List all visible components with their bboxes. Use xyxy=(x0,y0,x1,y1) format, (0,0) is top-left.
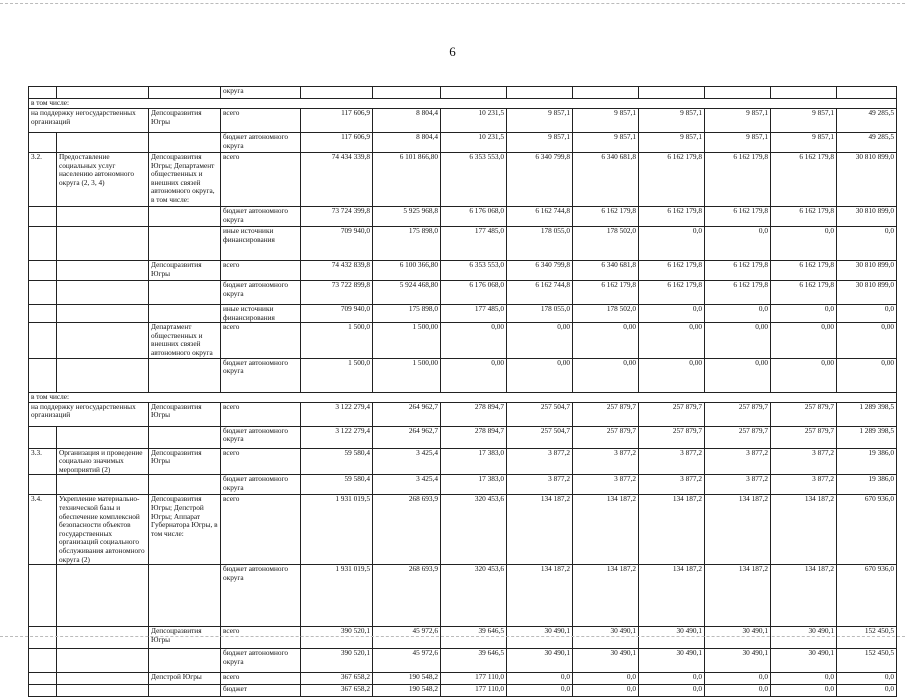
scan-top-edge xyxy=(0,0,905,4)
table-cell: 390 520,1 xyxy=(301,627,373,649)
table-cell xyxy=(149,565,221,627)
table-cell: 134 187,2 xyxy=(573,495,639,565)
table-cell: Депсоцразвития Югры xyxy=(149,627,221,649)
table-cell: 6 162 179,8 xyxy=(639,153,705,207)
table-cell: 45 972,6 xyxy=(373,627,441,649)
table-cell xyxy=(29,281,57,305)
table-cell: 30 490,1 xyxy=(705,627,771,649)
table-cell: 0,0 xyxy=(837,227,897,261)
table-cell: 3.4. xyxy=(29,495,57,565)
table-cell: 178 502,0 xyxy=(573,227,639,261)
table-cell xyxy=(29,227,57,261)
table-cell: на поддержку негосударственных организаций xyxy=(29,402,149,426)
table-cell: 0,00 xyxy=(771,358,837,392)
table-cell: 3 877,2 xyxy=(771,448,837,475)
table-cell: всего xyxy=(221,448,301,475)
table-cell: 320 453,6 xyxy=(441,565,507,627)
table-cell xyxy=(149,649,221,673)
table-cell: 6 340 799,8 xyxy=(507,261,573,281)
table-cell: Депсоцразвития Югры; Депстрой Югры; Аппарат Губернатора Югры, в том числе: xyxy=(149,495,221,565)
table-cell xyxy=(573,87,639,99)
table-cell: 390 520,1 xyxy=(301,649,373,673)
table-cell xyxy=(149,133,221,153)
table-cell: 134 187,2 xyxy=(639,565,705,627)
table-cell: 6 162 179,8 xyxy=(771,207,837,227)
table-cell: 257 879,7 xyxy=(705,426,771,448)
table-cell: 30 490,1 xyxy=(573,649,639,673)
table-cell: Предоставление социальных услуг населению автономного округа (2, 3, 4) xyxy=(57,153,149,207)
table-cell: 0,0 xyxy=(771,673,837,685)
table-cell: Депстрой Югры xyxy=(149,673,221,685)
table-cell: 3.2. xyxy=(29,153,57,207)
table-cell: 0,0 xyxy=(573,673,639,685)
table-cell xyxy=(57,685,149,697)
table-cell: 9 857,1 xyxy=(573,133,639,153)
table-row xyxy=(29,495,897,565)
table-cell xyxy=(29,426,57,448)
table-cell: 6 176 068,0 xyxy=(441,281,507,305)
table-cell: бюджет автономного округа xyxy=(221,565,301,627)
table-cell: 6 162 179,8 xyxy=(705,153,771,207)
table-row xyxy=(29,426,897,448)
table-cell: бюджет автономного округа xyxy=(221,475,301,495)
table-cell: 0,00 xyxy=(573,323,639,358)
table-cell: 0,0 xyxy=(639,305,705,323)
table-row xyxy=(29,673,897,685)
table-cell: 278 894,7 xyxy=(441,402,507,426)
table-cell: 257 879,7 xyxy=(771,426,837,448)
table-row xyxy=(29,358,897,392)
table-cell xyxy=(29,673,57,685)
table-cell: 0,0 xyxy=(639,685,705,697)
table-cell: 0,0 xyxy=(837,685,897,697)
table-cell: 175 898,0 xyxy=(373,227,441,261)
table-cell xyxy=(29,649,57,673)
table-cell: 9 857,1 xyxy=(771,109,837,133)
table-cell: 3.3. xyxy=(29,448,57,475)
table-cell: 268 693,9 xyxy=(373,565,441,627)
table-cell xyxy=(57,261,149,281)
table-cell: 17 383,0 xyxy=(441,448,507,475)
table-cell: 6 162 179,8 xyxy=(771,281,837,305)
table-cell: 6 162 179,8 xyxy=(705,261,771,281)
table-cell: 30 490,1 xyxy=(639,649,705,673)
table-cell: 0,00 xyxy=(771,323,837,358)
table-cell: 134 187,2 xyxy=(507,495,573,565)
table-cell: 175 898,0 xyxy=(373,305,441,323)
table-cell: 39 646,5 xyxy=(441,627,507,649)
table-cell xyxy=(149,685,221,697)
table-cell: в том числе: xyxy=(29,392,897,402)
table-cell: 74 432 839,8 xyxy=(301,261,373,281)
table-row xyxy=(29,323,897,358)
table-cell: 73 722 899,8 xyxy=(301,281,373,305)
table-cell xyxy=(301,87,373,99)
table-cell xyxy=(57,227,149,261)
table-row xyxy=(29,153,897,207)
table-cell xyxy=(149,305,221,323)
table-cell: 9 857,1 xyxy=(771,133,837,153)
table-cell: в том числе: xyxy=(29,99,897,109)
table-row xyxy=(29,109,897,133)
table-cell: 30 810 899,0 xyxy=(837,261,897,281)
table-cell xyxy=(57,475,149,495)
table-cell: 177 485,0 xyxy=(441,305,507,323)
table-cell xyxy=(57,281,149,305)
table-cell: 257 879,7 xyxy=(705,402,771,426)
table-cell: 45 972,6 xyxy=(373,649,441,673)
table-cell: 9 857,1 xyxy=(705,133,771,153)
table-cell: 30 490,1 xyxy=(639,627,705,649)
table-cell: 0,00 xyxy=(705,358,771,392)
table-cell: 0,0 xyxy=(771,305,837,323)
table-cell: 0,0 xyxy=(771,685,837,697)
table-cell: 5 925 968,8 xyxy=(373,207,441,227)
table-cell: 59 580,4 xyxy=(301,475,373,495)
table-cell: 3 877,2 xyxy=(771,475,837,495)
table-cell xyxy=(57,87,149,99)
table-cell: всего xyxy=(221,261,301,281)
table-cell: 0,0 xyxy=(705,227,771,261)
table-cell: 10 231,5 xyxy=(441,109,507,133)
table-cell: 6 100 366,80 xyxy=(373,261,441,281)
table-cell: 9 857,1 xyxy=(639,133,705,153)
table-cell: 9 857,1 xyxy=(507,133,573,153)
table-cell: 19 386,0 xyxy=(837,475,897,495)
table-cell: бюджет автономного округа xyxy=(221,426,301,448)
table-cell: 117 606,9 xyxy=(301,109,373,133)
table-cell xyxy=(507,87,573,99)
table-cell: 152 450,5 xyxy=(837,649,897,673)
table-cell xyxy=(57,358,149,392)
table-cell: 3 877,2 xyxy=(573,475,639,495)
table-cell: 9 857,1 xyxy=(705,109,771,133)
table-cell xyxy=(771,87,837,99)
table-cell xyxy=(29,87,57,99)
table-cell xyxy=(57,426,149,448)
table-cell: всего xyxy=(221,153,301,207)
table-cell: всего xyxy=(221,673,301,685)
table-cell: 3 877,2 xyxy=(639,448,705,475)
table-cell: 1 931 019,5 xyxy=(301,495,373,565)
table-cell: 257 879,7 xyxy=(573,402,639,426)
table-cell: 1 289 398,5 xyxy=(837,402,897,426)
table-cell: 3 877,2 xyxy=(573,448,639,475)
table-cell: 3 425,4 xyxy=(373,448,441,475)
table-cell: 6 353 553,0 xyxy=(441,261,507,281)
table-cell: 134 187,2 xyxy=(771,565,837,627)
table-row xyxy=(29,281,897,305)
table-row xyxy=(29,448,897,475)
table-cell: 0,00 xyxy=(837,323,897,358)
table-cell: 670 936,0 xyxy=(837,565,897,627)
table-cell: 3 425,4 xyxy=(373,475,441,495)
table-cell: бюджет автономного округа xyxy=(221,133,301,153)
table-row xyxy=(29,475,897,495)
table-cell: 134 187,2 xyxy=(507,565,573,627)
table-cell: 6 162 179,8 xyxy=(639,261,705,281)
table-row xyxy=(29,227,897,261)
table-cell: 3 877,2 xyxy=(639,475,705,495)
table-cell xyxy=(29,358,57,392)
table-cell xyxy=(57,323,149,358)
table-cell: 0,00 xyxy=(837,358,897,392)
table-cell: 0,00 xyxy=(639,358,705,392)
table-cell: 0,0 xyxy=(507,685,573,697)
table-cell: 3 877,2 xyxy=(507,448,573,475)
page-number: 6 xyxy=(449,44,456,59)
table-cell: Депсоцразвития Югры xyxy=(149,402,221,426)
table-row xyxy=(29,649,897,673)
table-cell: 17 383,0 xyxy=(441,475,507,495)
table-cell xyxy=(29,305,57,323)
table-cell: 257 504,7 xyxy=(507,426,573,448)
table-cell: 6 176 068,0 xyxy=(441,207,507,227)
table-cell xyxy=(29,207,57,227)
table-cell: 0,00 xyxy=(705,323,771,358)
scan-bottom-edge xyxy=(0,636,905,640)
table-cell: 74 434 339,8 xyxy=(301,153,373,207)
table-cell: 6 162 744,8 xyxy=(507,207,573,227)
table-cell: 6 162 179,8 xyxy=(771,153,837,207)
table-cell: 1 500,00 xyxy=(373,323,441,358)
table-cell: 134 187,2 xyxy=(573,565,639,627)
table-cell: 177 110,0 xyxy=(441,685,507,697)
table-cell: 3 877,2 xyxy=(507,475,573,495)
table-cell: бюджет автономного округа xyxy=(221,358,301,392)
table-cell: 0,0 xyxy=(705,673,771,685)
table-cell: 0,0 xyxy=(507,673,573,685)
table-cell: 30 490,1 xyxy=(771,627,837,649)
table-cell: 0,00 xyxy=(441,358,507,392)
table-cell: 257 504,7 xyxy=(507,402,573,426)
table-cell: бюджет xyxy=(221,685,301,697)
table-cell xyxy=(149,358,221,392)
table-cell xyxy=(705,87,771,99)
table-cell xyxy=(149,227,221,261)
table-cell: 0,00 xyxy=(573,358,639,392)
table-cell: Департамент общественных и внешних связей автономного округа xyxy=(149,323,221,358)
budget-table xyxy=(28,86,897,697)
table-cell: 178 055,0 xyxy=(507,227,573,261)
table-cell: 9 857,1 xyxy=(507,109,573,133)
table-row xyxy=(29,87,897,99)
table-cell xyxy=(373,87,441,99)
table-cell xyxy=(29,685,57,697)
table-cell: 0,00 xyxy=(441,323,507,358)
table-cell: 3 877,2 xyxy=(705,475,771,495)
table-cell: Депсоцразвития Югры xyxy=(149,448,221,475)
table-cell xyxy=(57,673,149,685)
table-cell: 19 386,0 xyxy=(837,448,897,475)
table-cell: бюджет автономного округа xyxy=(221,281,301,305)
table-cell: 6 162 179,8 xyxy=(639,281,705,305)
table-cell: 1 500,0 xyxy=(301,358,373,392)
table-cell: 3 122 279,4 xyxy=(301,426,373,448)
table-cell: 257 879,7 xyxy=(639,402,705,426)
table-cell xyxy=(29,261,57,281)
table-cell xyxy=(57,305,149,323)
table-cell: Депсоцразвития Югры xyxy=(149,261,221,281)
table-cell: 178 055,0 xyxy=(507,305,573,323)
table-cell xyxy=(29,565,57,627)
table-cell: 49 285,5 xyxy=(837,133,897,153)
table-cell: 709 940,0 xyxy=(301,227,373,261)
table-cell: Депсоцразвития Югры xyxy=(149,109,221,133)
table-row xyxy=(29,261,897,281)
table-cell: 190 548,2 xyxy=(373,685,441,697)
table-cell: 0,0 xyxy=(837,673,897,685)
table-cell: на поддержку негосударственных организаций xyxy=(29,109,149,133)
table-cell: бюджет автономного округа xyxy=(221,649,301,673)
table-cell: 134 187,2 xyxy=(771,495,837,565)
table-cell: 177 485,0 xyxy=(441,227,507,261)
table-cell: 190 548,2 xyxy=(373,673,441,685)
table-cell xyxy=(149,87,221,99)
table-cell: 264 962,7 xyxy=(373,402,441,426)
table-cell xyxy=(149,207,221,227)
table-cell xyxy=(837,87,897,99)
table-cell: 6 162 744,8 xyxy=(507,281,573,305)
table-cell: 117 606,9 xyxy=(301,133,373,153)
table-cell: иные источники финансирования xyxy=(221,305,301,323)
table-cell: 6 162 179,8 xyxy=(705,207,771,227)
table-cell: всего xyxy=(221,109,301,133)
table-cell: 49 285,5 xyxy=(837,109,897,133)
table-row xyxy=(29,565,897,627)
table-cell: всего xyxy=(221,495,301,565)
table-cell: 264 962,7 xyxy=(373,426,441,448)
table-cell: 134 187,2 xyxy=(705,495,771,565)
table-cell: 1 289 398,5 xyxy=(837,426,897,448)
table-cell: 5 924 468,80 xyxy=(373,281,441,305)
table-cell: 9 857,1 xyxy=(573,109,639,133)
table-cell: 0,0 xyxy=(705,685,771,697)
table-cell: 367 658,2 xyxy=(301,685,373,697)
table-cell: 152 450,5 xyxy=(837,627,897,649)
table-cell: 320 453,6 xyxy=(441,495,507,565)
table-cell: 30 490,1 xyxy=(705,649,771,673)
table-cell: 30 490,1 xyxy=(573,627,639,649)
table-cell: 0,00 xyxy=(507,358,573,392)
table-cell: 30 490,1 xyxy=(771,649,837,673)
table-cell: 73 724 399,8 xyxy=(301,207,373,227)
table-cell xyxy=(29,323,57,358)
table-row xyxy=(29,685,897,697)
table-cell: 134 187,2 xyxy=(705,565,771,627)
table-cell: 9 857,1 xyxy=(639,109,705,133)
table-cell: округа xyxy=(221,87,301,99)
table-row xyxy=(29,392,897,402)
table-cell: 8 804,4 xyxy=(373,109,441,133)
table-cell: 0,0 xyxy=(573,685,639,697)
table-cell: 1 931 019,5 xyxy=(301,565,373,627)
table-cell xyxy=(57,565,149,627)
table-cell: 268 693,9 xyxy=(373,495,441,565)
table-cell: 177 110,0 xyxy=(441,673,507,685)
table-cell: 6 162 179,8 xyxy=(573,207,639,227)
table-cell: 1 500,0 xyxy=(301,323,373,358)
table-cell: 6 162 179,8 xyxy=(573,281,639,305)
table-cell: всего xyxy=(221,627,301,649)
table-cell: 257 879,7 xyxy=(573,426,639,448)
table-cell: иные источники финансирования xyxy=(221,227,301,261)
table-cell: 6 162 179,8 xyxy=(771,261,837,281)
table-cell: 6 162 179,8 xyxy=(705,281,771,305)
table-cell: 0,0 xyxy=(639,673,705,685)
table-row xyxy=(29,402,897,426)
table-cell xyxy=(149,281,221,305)
table-cell: 367 658,2 xyxy=(301,673,373,685)
table-cell: 178 502,0 xyxy=(573,305,639,323)
table-cell xyxy=(29,133,57,153)
table-cell: 709 940,0 xyxy=(301,305,373,323)
table-cell: 0,0 xyxy=(639,227,705,261)
table-cell: 0,00 xyxy=(639,323,705,358)
table-cell xyxy=(57,207,149,227)
table-cell: 30 490,1 xyxy=(507,627,573,649)
table-cell: 257 879,7 xyxy=(639,426,705,448)
table-cell: 30 810 899,0 xyxy=(837,281,897,305)
table-cell: 6 340 681,8 xyxy=(573,261,639,281)
table-cell: бюджет автономного округа xyxy=(221,207,301,227)
table-cell: 0,00 xyxy=(507,323,573,358)
table-cell: 6 101 866,80 xyxy=(373,153,441,207)
table-cell: 8 804,4 xyxy=(373,133,441,153)
table-cell xyxy=(29,475,57,495)
table-cell: Депсоцразвития Югры; Департамент общественных и внешних связей автономного округа, в том числе: xyxy=(149,153,221,207)
table-cell: Укрепление материально-технической базы и обеспечение комплексной безопасности объектов государственных организаций социального обслуживания автономного округа (2) xyxy=(57,495,149,565)
table-cell: 0,0 xyxy=(705,305,771,323)
table-row xyxy=(29,207,897,227)
table-cell: 6 340 799,8 xyxy=(507,153,573,207)
table-cell xyxy=(639,87,705,99)
table-row xyxy=(29,305,897,323)
table-cell: 278 894,7 xyxy=(441,426,507,448)
table-cell xyxy=(441,87,507,99)
table-cell: 6 162 179,8 xyxy=(639,207,705,227)
table-cell: 6 340 681,8 xyxy=(573,153,639,207)
table-cell: 39 646,5 xyxy=(441,649,507,673)
table-cell: 0,0 xyxy=(771,227,837,261)
table-cell: 10 231,5 xyxy=(441,133,507,153)
table-row xyxy=(29,99,897,109)
table-cell: всего xyxy=(221,323,301,358)
table-cell: 1 500,00 xyxy=(373,358,441,392)
table-cell: 6 353 553,0 xyxy=(441,153,507,207)
table-cell: 3 877,2 xyxy=(705,448,771,475)
table-cell xyxy=(57,133,149,153)
table-cell: 0,0 xyxy=(837,305,897,323)
table-cell xyxy=(57,649,149,673)
table-row xyxy=(29,133,897,153)
table-cell: 30 810 899,0 xyxy=(837,153,897,207)
table-cell: 59 580,4 xyxy=(301,448,373,475)
table-cell: всего xyxy=(221,402,301,426)
table-cell: 30 490,1 xyxy=(507,649,573,673)
table-cell xyxy=(149,426,221,448)
table-cell: 257 879,7 xyxy=(771,402,837,426)
table-cell xyxy=(149,475,221,495)
table-cell: 3 122 279,4 xyxy=(301,402,373,426)
table-cell: 30 810 899,0 xyxy=(837,207,897,227)
table-cell: 670 936,0 xyxy=(837,495,897,565)
table-cell: 134 187,2 xyxy=(639,495,705,565)
table-cell: Организация и проведение социально значимых мероприятий (2) xyxy=(57,448,149,475)
